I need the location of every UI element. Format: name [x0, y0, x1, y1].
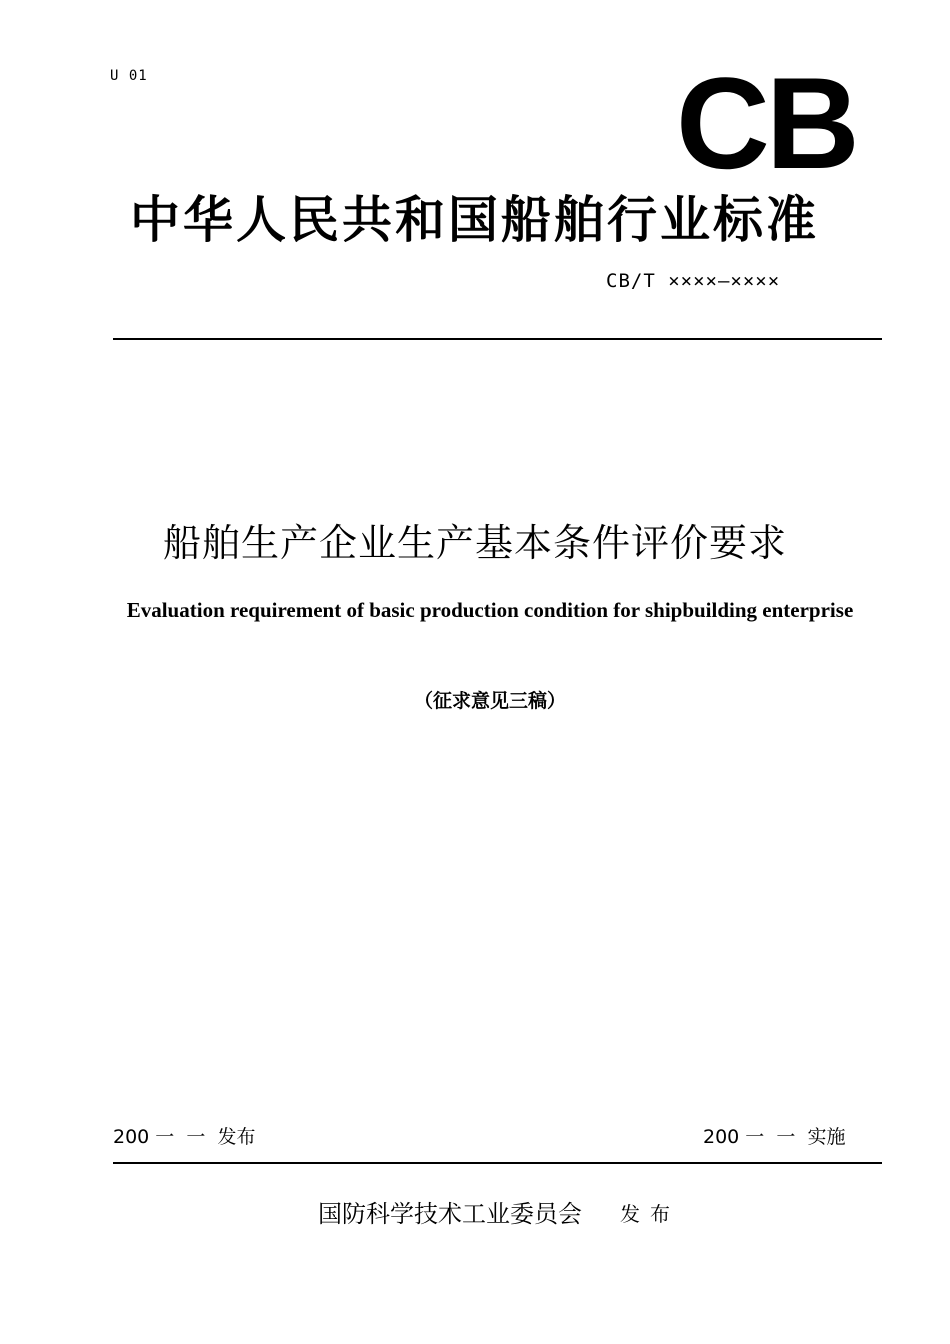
standard-logo: CB — [676, 50, 856, 196]
issue-date: 200 一 一 发布 — [113, 1126, 256, 1148]
document-title-chinese: 船舶生产企业生产基本条件评价要求 — [162, 521, 787, 565]
publisher-name: 国防科学技术工业委员会 — [318, 1200, 582, 1228]
standard-number: CB/T ××××—×××× — [606, 270, 781, 292]
industry-standard-title: 中华人民共和国船舶行业标准 — [130, 191, 819, 249]
publish-label: 发布 — [620, 1202, 680, 1226]
draft-status: （征求意见三稿） — [413, 690, 566, 712]
implementation-date: 200 一 一 实施 — [703, 1126, 846, 1148]
classification-code: U 01 — [110, 68, 148, 84]
top-divider — [113, 338, 882, 340]
document-title-english: Evaluation requirement of basic production condition for shipbuilding enterprise — [126, 598, 854, 622]
bottom-divider — [113, 1162, 882, 1164]
